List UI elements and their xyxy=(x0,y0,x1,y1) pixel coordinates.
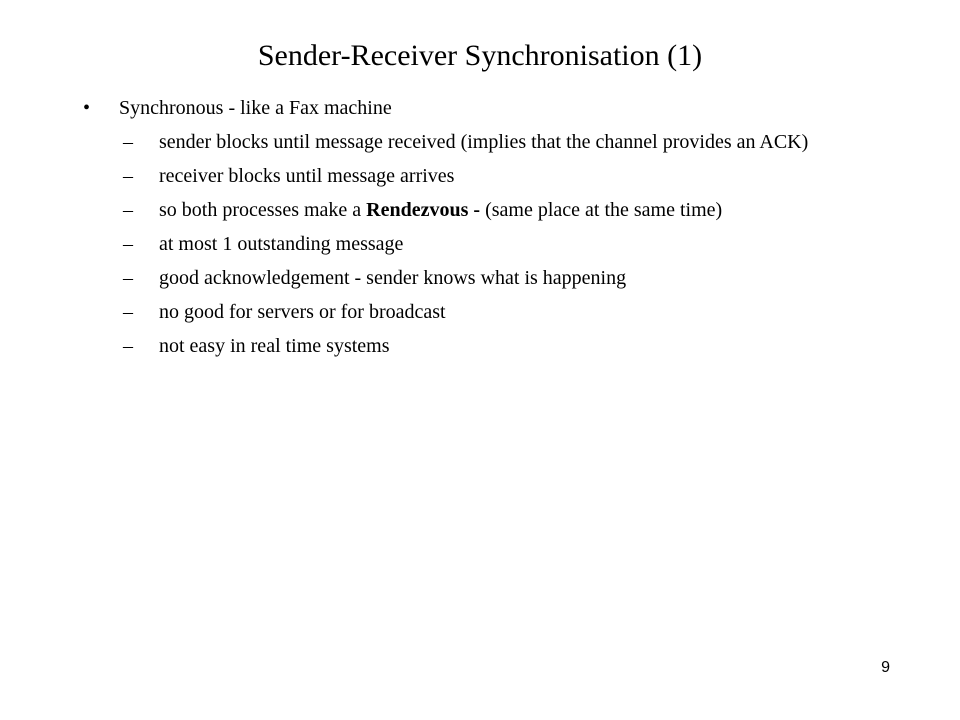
sub-bullet-item xyxy=(123,300,903,324)
dash-marker: – xyxy=(123,335,133,357)
sub-bullet-text: receiver blocks until message arrives xyxy=(159,165,455,187)
sub-bullet-text: not easy in real time systems xyxy=(159,335,390,357)
sub-bullet-item xyxy=(123,232,903,256)
bullet-marker: • xyxy=(83,97,91,119)
dash-marker: – xyxy=(123,267,133,289)
main-bullet xyxy=(83,94,883,122)
dash-marker: – xyxy=(123,233,133,255)
slide-title: Sender-Receiver Synchronisation (1) xyxy=(257,39,703,72)
sub-bullet-text xyxy=(159,198,903,222)
sub-bullet-text-post: (same place at the same time) xyxy=(480,199,723,221)
sub-bullet-item xyxy=(123,198,903,222)
sub-bullet-text: sender blocks until message received (implies that the channel provides an ACK) xyxy=(159,131,809,153)
main-bullet-text: Synchronous - like a Fax machine xyxy=(119,97,392,119)
rendezvous-bold-text: Rendezvous - xyxy=(366,199,481,221)
sub-bullet-item xyxy=(123,334,903,358)
sub-bullet-list xyxy=(123,130,903,368)
sub-bullet-text: good acknowledgement - sender knows what is happening xyxy=(159,267,627,289)
sub-bullet-item xyxy=(123,164,903,188)
sub-bullet-item xyxy=(123,266,903,290)
sub-bullet-text: at most 1 outstanding message xyxy=(159,233,404,255)
sub-bullet-item xyxy=(123,130,903,154)
dash-marker: – xyxy=(123,165,133,187)
dash-marker: – xyxy=(123,301,133,323)
sub-bullet-text: no good for servers or for broadcast xyxy=(159,301,446,323)
page-number: 9 xyxy=(881,659,890,676)
dash-marker: – xyxy=(123,131,133,153)
dash-marker: – xyxy=(123,199,133,221)
sub-bullet-text-pre: so both processes make a xyxy=(159,199,367,221)
